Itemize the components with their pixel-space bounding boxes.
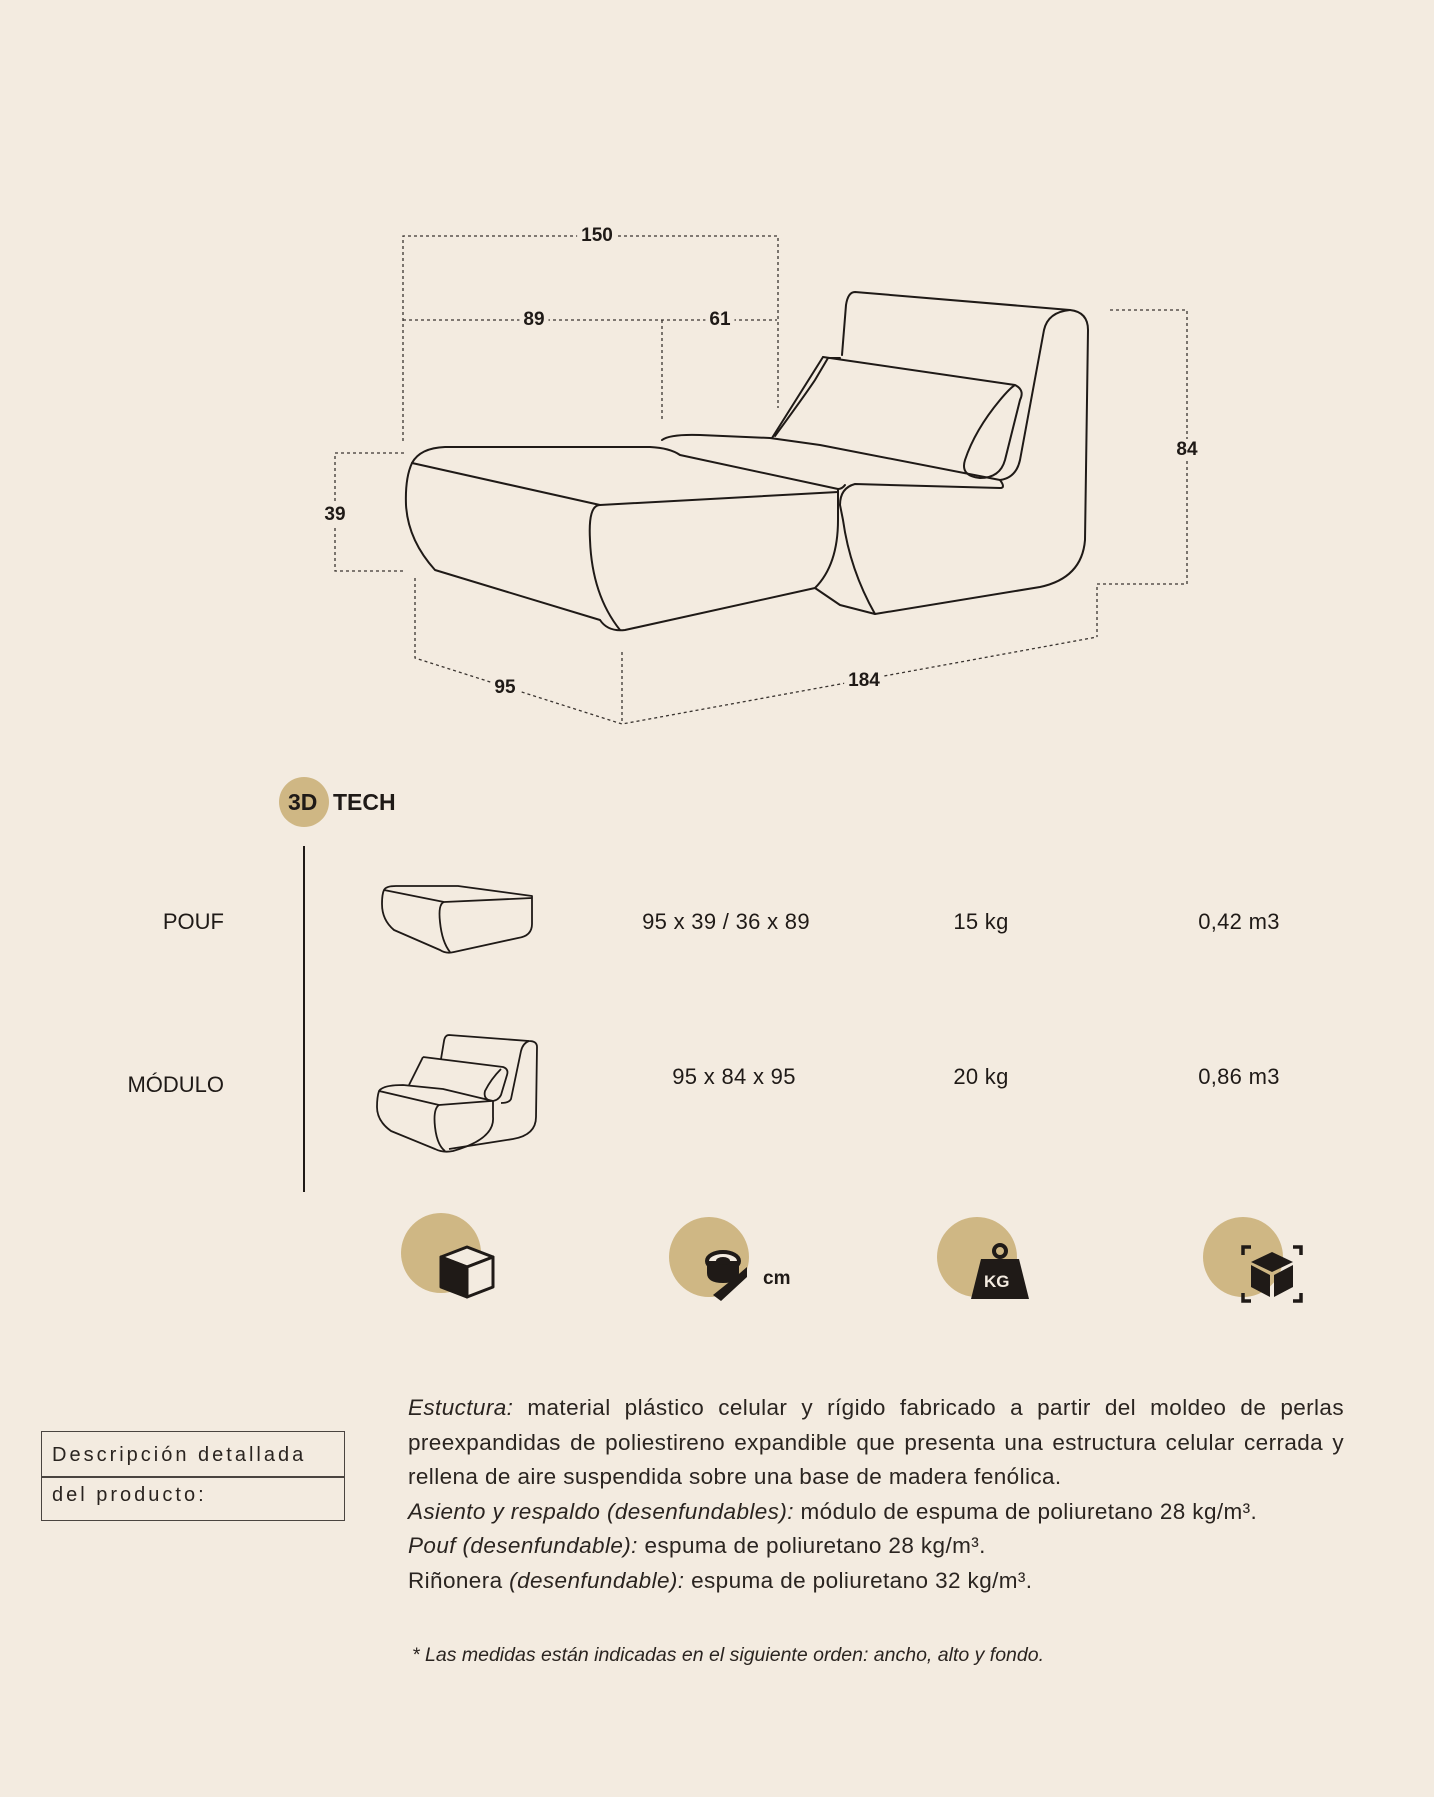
desc-structure-text: material plástico celular y rígido fabricado a partir del moldeo de perlas preexpandidas de poliestireno expandible que presenta una estructura celular cerrada y rellena de aire suspendida sobre una base de madera fenólica. xyxy=(408,1395,1344,1489)
pouf-measures: 95 x 39 / 36 x 89 xyxy=(642,909,810,934)
sofa-dimension-diagram xyxy=(0,0,1434,760)
modulo-volume: 0,86 m3 xyxy=(1198,1064,1280,1089)
pouf-volume: 0,42 m3 xyxy=(1198,909,1280,934)
tape-icon-wrap xyxy=(669,1217,799,1307)
description-title-box xyxy=(41,1431,345,1521)
modulo-weight: 20 kg xyxy=(953,1064,1009,1089)
modulo-thumbnail xyxy=(373,1031,541,1155)
desc-pouf xyxy=(408,1529,1344,1564)
row-label-pouf: POUF xyxy=(162,909,224,934)
volume-cube-icon xyxy=(1241,1245,1303,1303)
dim-length-total: 184 xyxy=(844,670,884,692)
weight-icon-wrap xyxy=(937,1217,1047,1307)
table-divider xyxy=(303,846,305,1192)
dim-height-seat: 39 xyxy=(320,504,349,526)
tech-badge-word: TECH xyxy=(333,788,396,815)
dim-width-module-back: 61 xyxy=(705,309,734,331)
description-title-line2: del producto: xyxy=(52,1484,207,1506)
dim-depth: 95 xyxy=(490,677,519,699)
pouf-weight: 15 kg xyxy=(953,909,1009,934)
description-text xyxy=(408,1391,1344,1598)
measures-footnote: * Las medidas están indicadas en el siguiente orden: ancho, alto y fondo. xyxy=(412,1644,1045,1666)
description-title-line1: Descripción detallada xyxy=(52,1444,307,1466)
desc-seat-label: Asiento y respaldo (desenfundables): xyxy=(408,1498,794,1524)
box-icon-wrap xyxy=(401,1213,511,1303)
box-icon xyxy=(437,1241,497,1301)
dim-height-total: 84 xyxy=(1172,439,1201,461)
tech-badge xyxy=(279,777,396,827)
tape-cm-label: cm xyxy=(763,1268,791,1289)
pouf-thumbnail xyxy=(378,880,538,954)
desc-seat-text: módulo de espuma de poliuretano 28 kg/m³. xyxy=(793,1498,1258,1524)
row-label-modulo: MÓDULO xyxy=(127,1072,224,1097)
tech-circle xyxy=(279,777,329,827)
dim-width-pouf: 89 xyxy=(519,309,548,331)
modulo-measures: 95 x 84 x 95 xyxy=(672,1064,796,1089)
volume-icon-wrap xyxy=(1203,1217,1313,1307)
description-box-separator xyxy=(42,1476,344,1478)
weight-kg-label: KG xyxy=(984,1272,1010,1291)
desc-structure-label: Estuctura: xyxy=(408,1395,514,1420)
desc-rinonera-text: espuma de poliuretano 32 kg/m³. xyxy=(684,1567,1033,1593)
dim-width-total: 150 xyxy=(577,225,617,247)
desc-rinonera-plain: Riñonera xyxy=(408,1567,510,1593)
desc-rinonera-label: (desenfundable): xyxy=(509,1567,685,1593)
tech-badge-3d: 3D xyxy=(288,788,318,815)
desc-pouf-label: Pouf (desenfundable): xyxy=(408,1533,638,1558)
desc-structure xyxy=(408,1391,1344,1495)
measuring-tape-icon xyxy=(703,1247,751,1303)
desc-seat xyxy=(408,1495,1344,1530)
desc-pouf-text: espuma de poliuretano 28 kg/m³. xyxy=(637,1533,986,1558)
desc-rinonera xyxy=(408,1564,1344,1599)
